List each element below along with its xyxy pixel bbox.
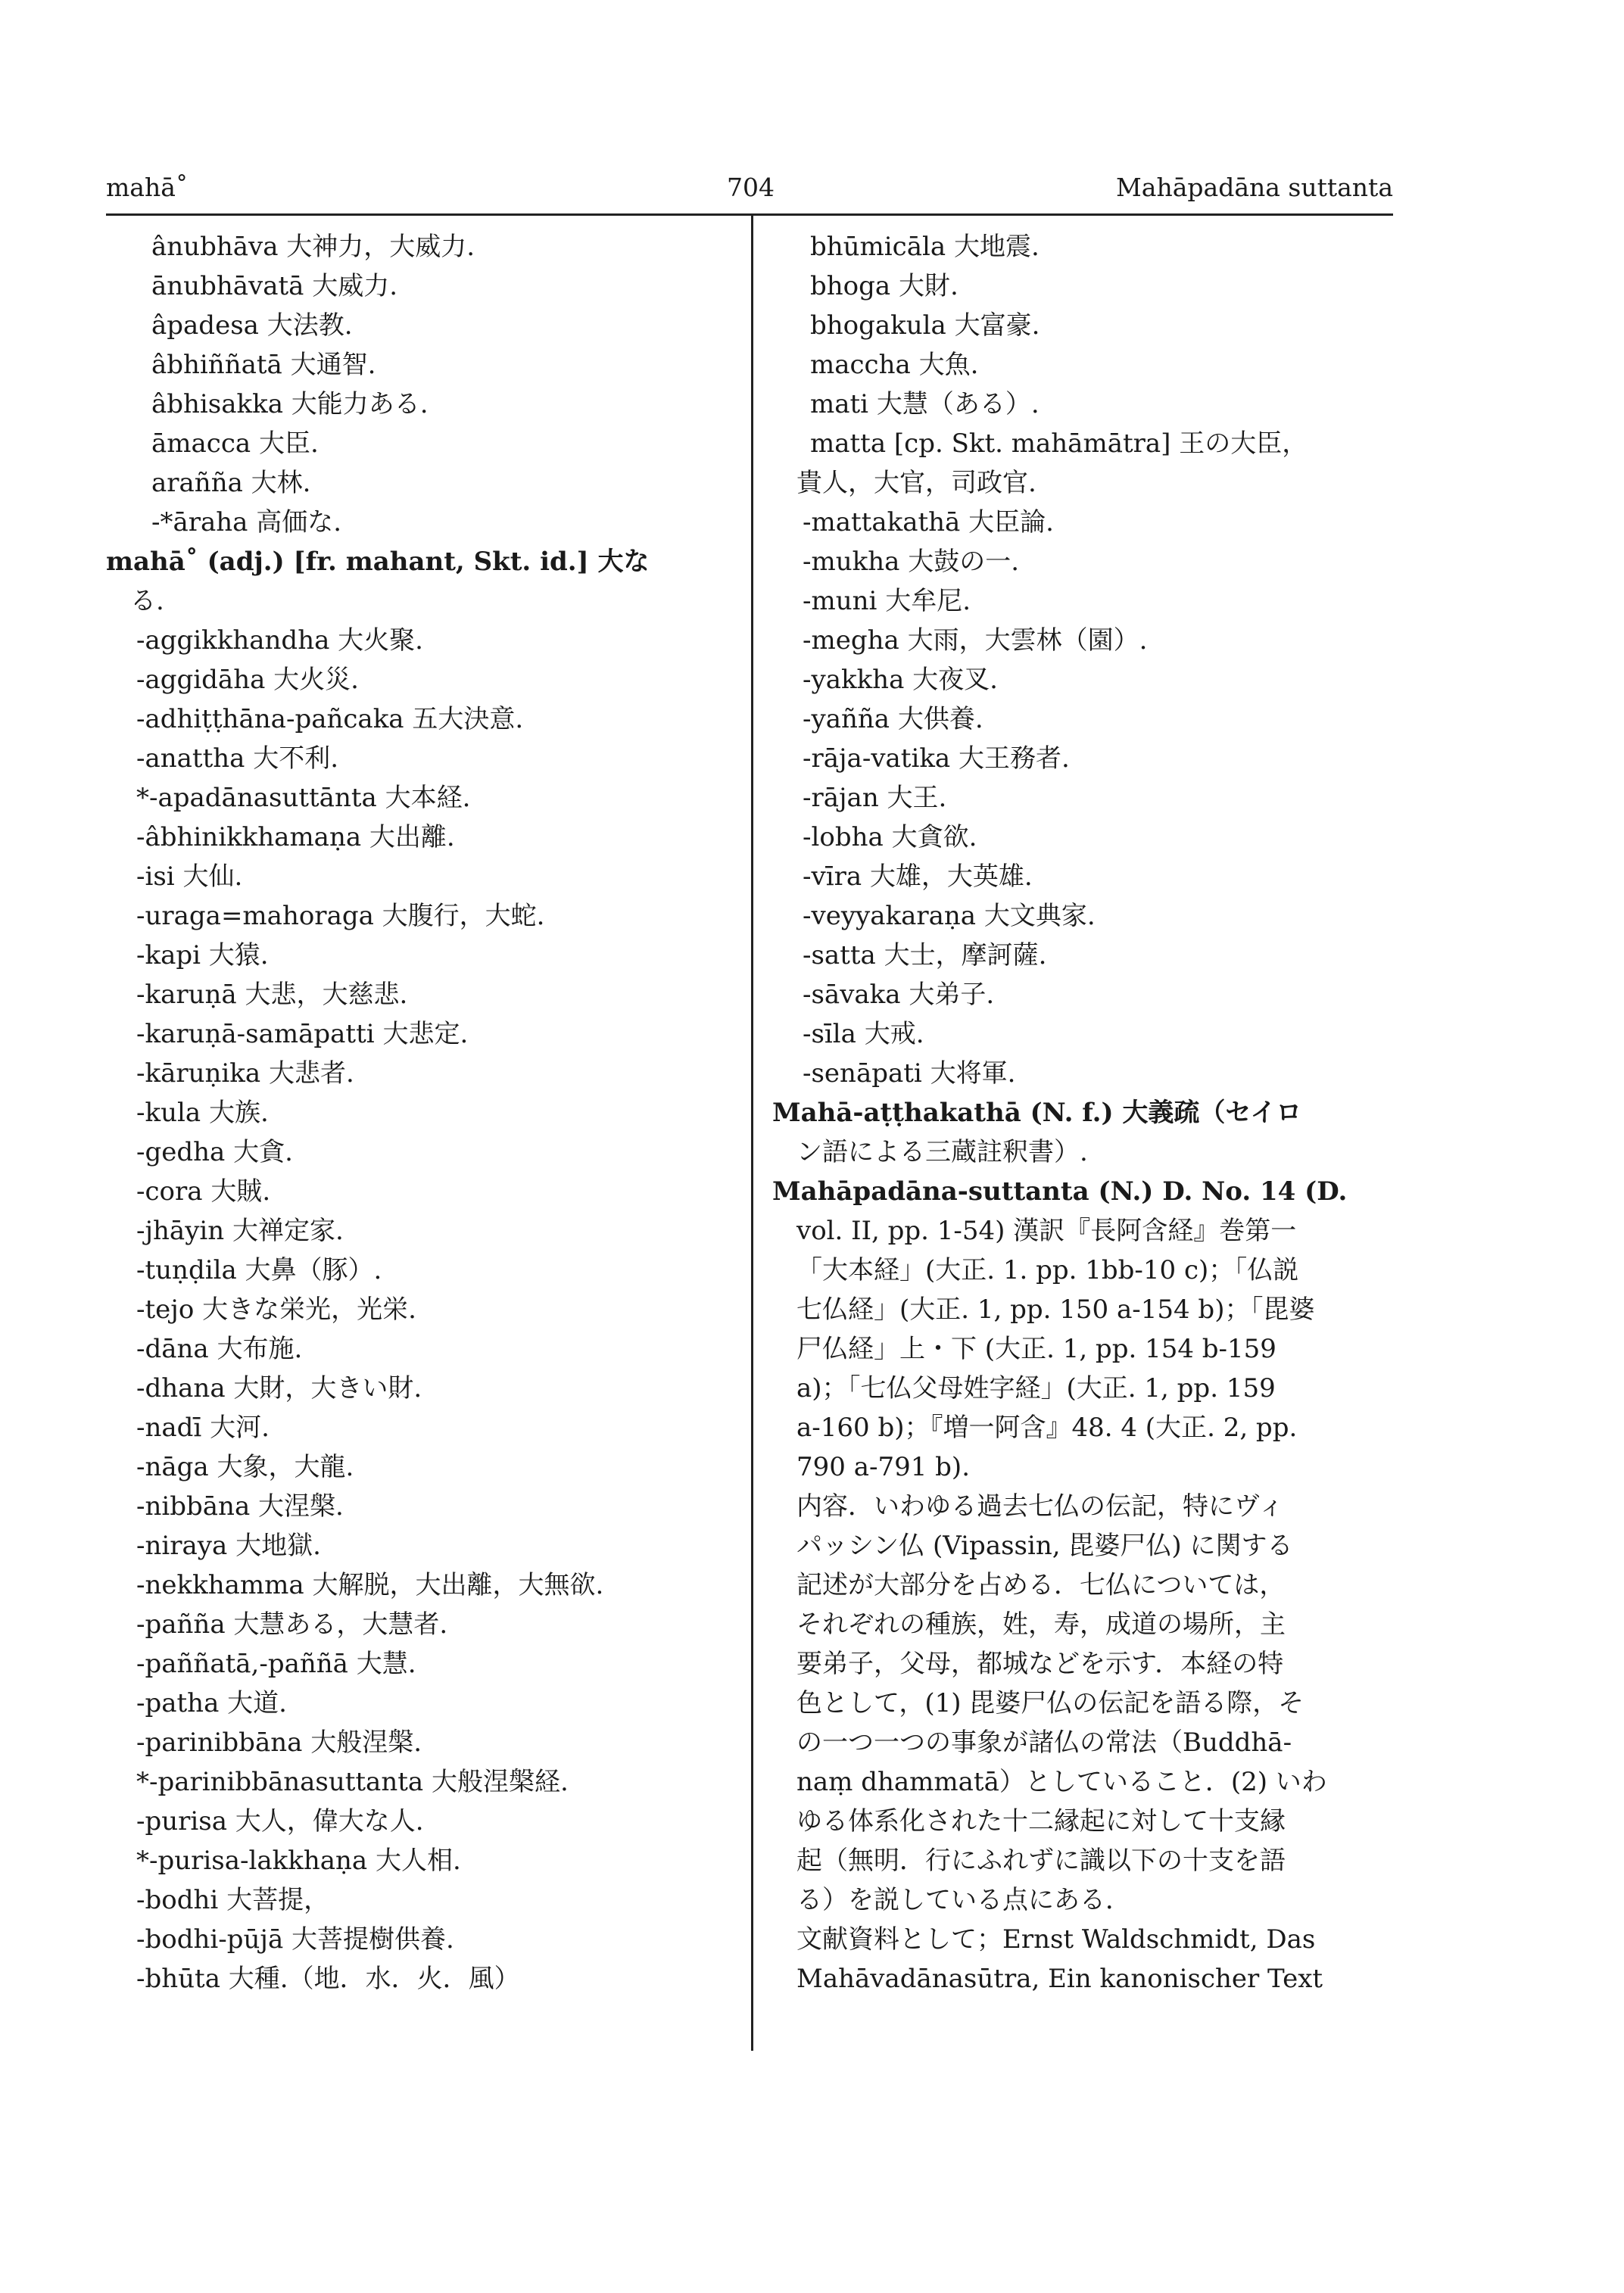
- entry-line: *-apadānasuttānta 大本経.: [136, 783, 471, 813]
- entry-line: âpadesa 大法教.: [151, 310, 353, 341]
- entry-line: -muni 大牟尼.: [803, 586, 971, 616]
- entry-line: それぞれの種族，姓，寿，成道の場所，主: [796, 1609, 1286, 1640]
- entry-line: -senāpati 大将軍.: [803, 1058, 1016, 1089]
- entry-line: -parinibbāna 大般涅槃.: [136, 1728, 422, 1758]
- entry-line: âbhisakka 大能力ある.: [151, 389, 429, 419]
- entry-line: パッシン仏 (Vipassin, 毘婆尸仏) に関する: [796, 1531, 1293, 1561]
- entry-line: -nekkhamma 大解脱，大出離，大無欲.: [136, 1570, 604, 1600]
- entry-line: -nadī 大河.: [136, 1413, 270, 1443]
- running-head-right: Mahāpadāna suttanta: [1116, 173, 1393, 202]
- entry-line: -kula 大族.: [136, 1098, 269, 1128]
- entry-line: 尸仏経」上・下 (大正. 1, pp. 154 b-159: [796, 1334, 1276, 1364]
- entry-line: -sīla 大戒.: [803, 1019, 924, 1049]
- entry-line: -rāja-vatika 大王務者.: [803, 743, 1070, 774]
- entry-line: -gedha 大貪.: [136, 1137, 293, 1167]
- entry-line: bhūmicāla 大地震.: [810, 232, 1040, 262]
- entry-line: -vīra 大雄，大英雄.: [803, 861, 1033, 892]
- entry-line: -karuṇā 大悲，大慈悲.: [136, 980, 408, 1010]
- entry-line: -niraya 大地獄.: [136, 1531, 321, 1561]
- entry-line: -âbhinikkhamaṇa 大出離.: [136, 822, 455, 852]
- entry-line: -pañña 大慧ある，大慧者.: [136, 1609, 448, 1640]
- entry-line: -satta 大士，摩訶薩.: [803, 940, 1047, 970]
- left-column: [106, 227, 719, 1999]
- entry-line: の一つ一つの事象が諸仏の常法（Buddhā-: [796, 1728, 1292, 1758]
- entry-line: ānubhāvatā 大威力.: [151, 271, 398, 301]
- entry-line: -sāvaka 大弟子.: [803, 980, 995, 1010]
- entry-line: bhoga 大財.: [810, 271, 959, 301]
- page-header: [106, 173, 1393, 218]
- entry-headword: Mahā-aṭṭhakathā (N. f.) 大義疏（セイロ: [772, 1098, 1302, 1128]
- entry-line: *-parinibbānasuttanta 大般涅槃経.: [136, 1767, 569, 1797]
- entry-line: -nibbāna 大涅槃.: [136, 1491, 344, 1522]
- entry-line: bhogakula 大富豪.: [810, 310, 1040, 341]
- entry-line: 記述が大部分を占める．七仏については，: [796, 1570, 1286, 1600]
- entry-line: a-160 b)；『増一阿含』48. 4 (大正. 2, pp.: [796, 1413, 1298, 1443]
- entry-line: -yakkha 大夜叉.: [803, 665, 998, 695]
- entry-line: arañña 大林.: [151, 468, 311, 498]
- entry-line: -paññatā,-paññā 大慧.: [136, 1649, 416, 1679]
- page-number: 704: [727, 173, 775, 202]
- entry-line: -bodhi 大菩提，: [136, 1885, 330, 1915]
- entry-line: 起（無明．行にふれずに識以下の十支を語: [796, 1846, 1286, 1876]
- entry-line: 790 a-791 b).: [796, 1452, 971, 1482]
- entry-line: maccha 大魚.: [810, 350, 979, 380]
- right-column: [772, 227, 1393, 1999]
- entry-line: -karuṇā-samāpatti 大悲定.: [136, 1019, 469, 1049]
- entry-line: -rājan 大王.: [803, 783, 947, 813]
- entry-headword: Mahāpadāna-suttanta (N.) D. No. 14 (D.: [772, 1176, 1348, 1207]
- entry-line: Mahāvadānasūtra, Ein kanonischer Text: [796, 1964, 1323, 1994]
- entry-line: -purisa 大人，偉大な人.: [136, 1806, 424, 1837]
- entry-line: -aggikkhandha 大火聚.: [136, 625, 423, 656]
- entry-line: -yañña 大供養.: [803, 704, 983, 734]
- column-divider: [751, 215, 753, 2051]
- entry-line: -dhana 大財，大きい財.: [136, 1373, 422, 1404]
- entry-line: -*āraha 高価な.: [151, 507, 342, 537]
- entry-line: -nāga 大象，大龍.: [136, 1452, 354, 1482]
- entry-line: -megha 大雨，大雲林（園）.: [803, 625, 1148, 656]
- entry-line: -patha 大道.: [136, 1688, 287, 1718]
- entry-line: 文献資料として；Ernst Waldschmidt, Das: [796, 1924, 1316, 1955]
- entry-line: -veyyakaraṇa 大文典家.: [803, 901, 1096, 931]
- entry-line: -cora 大賊.: [136, 1176, 271, 1207]
- entry-line: -kāruṇika 大悲者.: [136, 1058, 354, 1089]
- entry-line: -adhiṭṭhāna-pañcaka 五大決意.: [136, 704, 524, 734]
- entry-line: ânubhāva 大神力，大威力.: [151, 232, 475, 262]
- entry-line: -bhūta 大種.（地．水．火．風）: [136, 1964, 520, 1994]
- entry-line: -isi 大仙.: [136, 861, 243, 892]
- entry-line: -kapi 大猿.: [136, 940, 269, 970]
- entry-line: -aggidāha 大火災.: [136, 665, 359, 695]
- entry-line: 「大本経」(大正. 1. pp. 1bb-10 c)；「仏説: [796, 1255, 1299, 1285]
- entry-line: naṃ dhammatā）としていること．(2) いわ: [796, 1767, 1327, 1797]
- entry-line: ン語による三蔵註釈書）.: [796, 1137, 1088, 1167]
- entry-line: -jhāyin 大禅定家.: [136, 1216, 344, 1246]
- entry-line: -tuṇḍila 大鼻（豚）.: [136, 1255, 382, 1285]
- entry-line: *-purisa-lakkhaṇa 大人相.: [136, 1846, 461, 1876]
- entry-headword: mahā˚ (adj.) [fr. mahant, Skt. id.] 大な: [106, 547, 650, 577]
- entry-line: -lobha 大貪欲.: [803, 822, 977, 852]
- header-rule: [106, 213, 1393, 216]
- entry-line: a)；「七仏父母姓字経」(大正. 1, pp. 159: [796, 1373, 1276, 1404]
- entry-line: āmacca 大臣.: [151, 428, 319, 459]
- entry-line: -anattha 大不利.: [136, 743, 339, 774]
- entry-line: 色として，(1) 毘婆尸仏の伝記を語る際，そ: [796, 1688, 1304, 1718]
- entry-line: る.: [130, 586, 164, 616]
- entry-line: -uraga=mahoraga 大腹行，大蛇.: [136, 901, 545, 931]
- entry-line: âbhiññatā 大通智.: [151, 350, 376, 380]
- entry-line: 貴人，大官，司政官.: [796, 468, 1036, 498]
- entry-line: -bodhi-pūjā 大菩提樹供養.: [136, 1924, 454, 1955]
- entry-line: る）を説している点にある．: [796, 1885, 1131, 1915]
- entry-line: -mattakathā 大臣論.: [803, 507, 1054, 537]
- entry-line: 要弟子，父母，都城などを示す．本経の特: [796, 1649, 1284, 1679]
- entry-line: -mukha 大鼓の一.: [803, 547, 1020, 577]
- entry-line: ゆる体系化された十二縁起に対して十支縁: [796, 1806, 1286, 1837]
- entry-line: mati 大慧（ある）.: [810, 389, 1040, 419]
- entry-line: 七仏経」(大正. 1, pp. 150 a-154 b)；「毘婆: [796, 1294, 1315, 1325]
- entry-line: -dāna 大布施.: [136, 1334, 303, 1364]
- entry-line: vol. II, pp. 1-54) 漢訳『長阿含経』巻第一: [796, 1216, 1297, 1246]
- entry-line: matta [cp. Skt. mahāmātra] 王の大臣，: [810, 428, 1308, 459]
- entry-line: 内容．いわゆる過去七仏の伝記，特にヴィ: [796, 1491, 1284, 1522]
- running-head-left: mahā˚: [106, 173, 189, 202]
- entry-line: -tejo 大きな栄光，光栄.: [136, 1294, 416, 1325]
